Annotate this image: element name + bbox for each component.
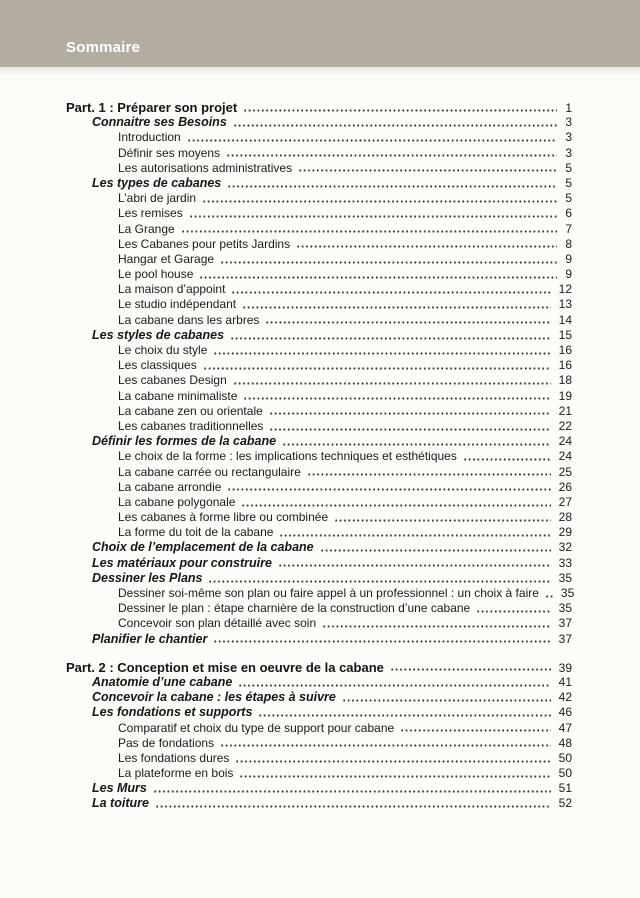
toc-page-number: 47 [558, 720, 572, 735]
toc-page-number: 33 [558, 555, 572, 570]
toc-entry-label: Pas de fondations [118, 735, 215, 750]
toc-leader-dots [233, 115, 558, 130]
toc-page-number: 41 [558, 674, 572, 689]
toc-entry-label: Hangar et Garage [118, 251, 215, 266]
toc-page-number: 48 [558, 735, 572, 750]
toc-entry [66, 328, 572, 343]
toc-entry-label: Les styles de cabanes [92, 327, 225, 342]
toc-entry [66, 237, 572, 252]
toc-page-number: 8 [565, 236, 572, 251]
toc-entry-label: La Grange [118, 221, 175, 236]
toc-leader-dots [334, 510, 551, 525]
toc-leader-dots [307, 465, 551, 480]
toc-entry [66, 616, 572, 631]
toc-entry [66, 571, 572, 586]
toc-page-number: 22 [558, 418, 572, 433]
toc-entry [66, 675, 572, 690]
toc-entry [66, 525, 572, 540]
toc-page-number: 28 [558, 510, 572, 525]
toc-page-number: 26 [558, 479, 572, 494]
toc-page-number: 21 [558, 403, 572, 418]
toc-entry [66, 632, 572, 647]
toc-entry-label: Les fondations et supports [92, 705, 253, 720]
toc-leader-dots [189, 206, 558, 221]
toc-entry [66, 796, 572, 811]
toc-page-number: 19 [558, 388, 572, 403]
toc-entry [66, 282, 572, 297]
toc-page-number: 9 [565, 251, 572, 266]
toc-page-number: 16 [558, 343, 572, 357]
toc-entry [66, 690, 572, 705]
toc-page-number: 5 [565, 191, 572, 206]
toc-page-number: 52 [558, 796, 572, 811]
toc-entry [66, 480, 572, 495]
toc-page-number: 32 [558, 540, 572, 555]
toc-leader-dots [400, 721, 550, 736]
toc-entry [66, 404, 572, 419]
toc-leader-dots [213, 632, 550, 647]
toc-leader-dots [241, 495, 550, 510]
toc-entry-label: La cabane dans les arbres [118, 312, 260, 327]
toc-entry-label: La forme du toit de la cabane [118, 525, 274, 540]
toc-page-number: 42 [558, 690, 572, 705]
toc-leader-dots [199, 267, 557, 282]
toc-entry [66, 130, 572, 145]
toc-entry-label: Les autorisations administratives [118, 160, 293, 175]
toc-page-number: 50 [558, 766, 572, 781]
toc-list [66, 100, 575, 812]
page-header [0, 0, 640, 67]
toc-entry [66, 115, 572, 130]
toc-entry [66, 419, 572, 434]
toc-leader-dots [476, 601, 550, 616]
toc-entry [66, 252, 572, 267]
toc-leader-dots [322, 616, 551, 631]
toc-entry [66, 222, 572, 237]
toc-leader-dots [269, 404, 551, 419]
toc-page-number: 37 [558, 616, 572, 631]
toc-leader-dots [279, 525, 550, 540]
toc-entry [66, 373, 572, 388]
toc-page-number: 3 [565, 145, 572, 160]
toc-entry-label: Dessiner les Plans [92, 570, 203, 585]
toc-entry-label: La cabane zen ou orientale [118, 403, 263, 418]
toc-page-number: 16 [558, 358, 572, 373]
toc-entry [66, 510, 572, 525]
toc-page-number: 51 [558, 781, 572, 796]
toc-leader-dots [296, 237, 557, 252]
toc-leader-dots [226, 146, 557, 161]
toc-page-number: 35 [560, 586, 575, 600]
toc-entry [66, 267, 572, 282]
toc-entry [66, 161, 572, 176]
toc-entry-label: Les matériaux pour construire [92, 555, 272, 570]
toc-entry [66, 146, 572, 161]
toc-entry-label: La plateforme en bois [118, 766, 234, 781]
toc-entry [66, 766, 572, 781]
toc-leader-dots [208, 571, 550, 586]
toc-entry [66, 206, 572, 221]
toc-entry [66, 297, 572, 312]
toc-entry [66, 191, 572, 206]
toc-entry-label: Les fondations dures [118, 750, 230, 765]
toc-page-number: 18 [558, 373, 572, 388]
toc-page-number: 12 [558, 282, 572, 297]
toc-leader-dots [187, 130, 558, 145]
toc-entry [66, 343, 572, 358]
toc-entry-label: La cabane carrée ou rectangulaire [118, 464, 301, 479]
toc-page-number: 35 [558, 601, 572, 616]
toc-leader-dots [265, 313, 550, 328]
toc-entry-label: La cabane minimaliste [118, 388, 238, 403]
toc-entry-label: La maison d’appoint [118, 282, 226, 297]
toc-entry-label: Les cabanes traditionnelles [118, 418, 264, 433]
toc-entry-label: Le choix de la forme : les implications techniques et esthétiques [118, 449, 457, 464]
toc-page-number: 3 [565, 115, 572, 130]
toc-leader-dots [230, 328, 551, 343]
toc-entry-label: Le pool house [118, 267, 194, 282]
toc-entry-label: Les Murs [92, 781, 147, 796]
toc-entry [66, 313, 572, 328]
toc-entry [66, 781, 572, 796]
toc-leader-dots [202, 191, 557, 206]
toc-leader-dots [153, 781, 551, 796]
toc-entry-label: Introduction [118, 130, 181, 145]
toc-entry-label: Part. 1 : Préparer son projet [66, 100, 238, 115]
toc-page-number: 46 [558, 705, 572, 720]
toc-page-number: 5 [565, 175, 572, 190]
toc-page-number: 24 [558, 449, 572, 464]
toc-page-number: 3 [565, 130, 572, 145]
toc-leader-dots [298, 161, 557, 176]
toc-entry-label: La toiture [92, 796, 149, 811]
toc-leader-dots [242, 297, 551, 312]
toc-entry [66, 736, 572, 751]
toc-entry-label: Dessiner le plan : étape charnière de la construction d’une cabane [118, 601, 471, 616]
toc-leader-dots [390, 660, 551, 675]
toc-entry-label: Part. 2 : Conception et mise en oeuvre de la cabane [66, 659, 384, 675]
toc-entry [66, 601, 572, 616]
toc-leader-dots [258, 705, 550, 720]
toc-leader-dots [155, 796, 551, 811]
toc-entry [66, 721, 572, 736]
toc-page-number: 9 [565, 267, 572, 282]
toc-entry-label: Les Cabanes pour petits Jardins [118, 236, 291, 251]
page-title: Sommaire [66, 39, 141, 56]
toc-page-number: 35 [558, 570, 572, 585]
toc-entry-label: Le studio indépendant [118, 297, 237, 312]
toc-entry-label: Les classiques [118, 358, 197, 373]
toc-entry-label: La cabane arrondie [118, 479, 222, 494]
toc-page-number: 39 [558, 660, 572, 675]
toc-entry-label: Choix de l’emplacement de la cabane [92, 540, 314, 555]
toc-entry [66, 540, 572, 555]
toc-page-number: 29 [558, 525, 572, 540]
toc-leader-dots [239, 766, 550, 781]
toc-leader-dots [342, 690, 551, 705]
toc-page-number: 5 [565, 160, 572, 175]
toc-page-number: 50 [558, 750, 572, 765]
toc-page-number: 14 [558, 312, 572, 327]
toc-entry-label: Dessiner soi-même son plan ou faire appel à un professionnel : un choix à faire [118, 586, 539, 600]
toc-entry-label: Anatomie d’une cabane [92, 674, 233, 689]
toc-entry [66, 751, 572, 766]
toc-entry [66, 434, 572, 449]
toc-entry [66, 495, 572, 510]
toc-entry [66, 586, 575, 601]
toc-entry-label: Concevoir son plan détaillé avec soin [118, 616, 317, 631]
toc-page-number: 15 [558, 327, 572, 342]
toc-entry-label: Connaitre ses Besoins [92, 115, 227, 130]
toc-entry-label: La cabane polygonale [118, 494, 236, 509]
toc-entry-label: Les cabanes à forme libre ou combinée [118, 510, 329, 525]
toc-leader-dots [235, 751, 550, 766]
toc-leader-dots [231, 282, 550, 297]
toc-entry-label: Définir ses moyens [118, 145, 221, 160]
toc-page-number: 24 [558, 434, 572, 449]
toc-leader-dots [220, 252, 557, 267]
toc-entry [66, 389, 572, 404]
toc-entry-label: Les remises [118, 206, 183, 221]
toc-leader-dots [269, 419, 550, 434]
toc-entry [66, 465, 572, 480]
toc-page-number: 7 [565, 221, 572, 236]
toc-leader-dots [203, 358, 551, 373]
toc-leader-dots [282, 434, 551, 449]
toc-leader-dots [238, 675, 550, 690]
toc-entry-label: L’abri de jardin [118, 191, 197, 206]
toc-leader-dots [227, 480, 550, 495]
toc-entry [66, 449, 572, 464]
toc-leader-dots [463, 449, 551, 464]
toc-page-number: 37 [558, 631, 572, 646]
toc-leader-dots [220, 736, 551, 751]
toc-leader-dots [233, 373, 551, 388]
toc-leader-dots [181, 222, 558, 237]
header-shadow [0, 67, 640, 75]
toc-leader-dots [243, 100, 557, 115]
toc-leader-dots [278, 556, 551, 571]
toc-entry-label: Concevoir la cabane : les étapes à suivre [92, 690, 336, 705]
toc-page-number: 6 [565, 206, 572, 221]
toc-entry [66, 176, 572, 191]
toc-leader-dots [545, 586, 553, 601]
toc-entry [66, 705, 572, 720]
toc-entry [66, 660, 572, 675]
toc-entry-label: Les cabanes Design [118, 373, 227, 388]
toc-entry-label: Le choix du style [118, 343, 208, 357]
toc-entry [66, 100, 572, 115]
toc-entry-label: Planifier le chantier [92, 631, 208, 646]
toc-entry-label: Comparatif et choix du type de support pour cabane [118, 720, 395, 735]
toc-page-number: 25 [558, 464, 572, 479]
toc-entry [66, 358, 572, 373]
toc-leader-dots [227, 176, 557, 191]
toc-leader-dots [320, 540, 551, 555]
toc-page-number: 13 [558, 297, 572, 312]
toc-page-number: 1 [565, 101, 572, 115]
toc-leader-dots [243, 389, 550, 404]
toc-entry-label: Les types de cabanes [92, 175, 222, 190]
toc-entry [66, 556, 572, 571]
toc-entry-label: Définir les formes de la cabane [92, 434, 277, 449]
toc-page-number: 27 [558, 494, 572, 509]
toc-leader-dots [213, 343, 550, 358]
